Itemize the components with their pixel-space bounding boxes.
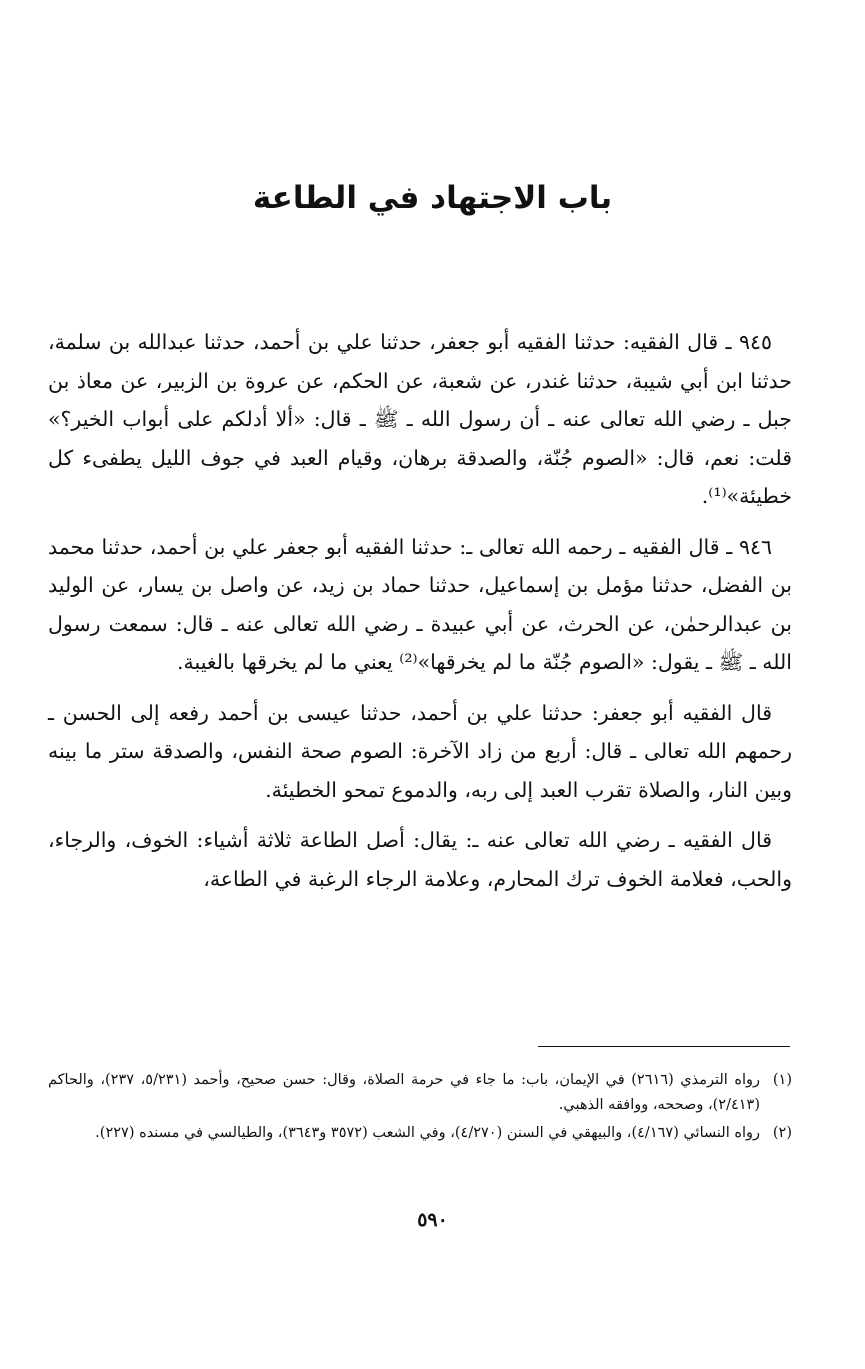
footnotes [48,1068,792,1149]
footnote-1 [48,1068,792,1118]
footnote-1-mark: (١) [772,1072,792,1088]
footnote-1-text: رواه الترمذي (٢٦١٦) في الإيمان، باب: ما جاء في حرمة الصلاة، وقال: حسن صحيح، وأحمد (٥/٢٣١، ٢٣٧)، والحاكم (٢/٤١٣)، وصححه، ووافقه الذهبي. [48,1072,760,1113]
footnote-2-mark: (٢) [772,1125,792,1141]
footnote-2-text: رواه النسائي (٤/١٦٧)، والبيهقي في السنن (٤/٢٧٠)، وفي الشعب (٣٥٧٢ و٣٦٤٣)، والطيالسي في مسنده (٢٢٧). [95,1125,760,1141]
paragraph-obedience-principles: قال الفقيه ـ رضي الله تعالى عنه ـ: يقال: أصل الطاعة ثلاثة أشياء: الخوف، والرجاء، والحب، فعلامة الخوف ترك المحارم، وعلامة الرجاء الرغبة في الطاعة، [48,828,792,891]
paragraph-hadith-945: ٩٤٥ ـ قال الفقيه: حدثنا الفقيه أبو جعفر، حدثنا علي بن أحمد، حدثنا عبدالله بن سلمة، حدثنا ابن أبي شيبة، حدثنا غندر، عن شعبة، عن الحكم، عن عروة بن الزبير، عن معاذ بن جبل ـ رضي الله تعالى عنه ـ أن رسول الله ـ ﷺ ـ قال: «ألا أدلكم على أبواب الخير؟» قلت: نعم، قال: «الصوم جُنّة، والصدقة برهان، وقيام العبد في جوف الليل يطفىء كل خطيئة»⁽¹⁾. [48,330,792,508]
main-text [48,323,792,910]
footnote-divider [538,1046,790,1047]
chapter-title: باب الاجتهاد في الطاعة [252,180,613,216]
footnote-2 [48,1121,792,1146]
page-number: ٥٩٠ [417,1209,448,1231]
paragraph-hadith-946: ٩٤٦ ـ قال الفقيه ـ رحمه الله تعالى ـ: حدثنا الفقيه أبو جعفر علي بن أحمد، حدثنا محمد بن الفضل، حدثنا مؤمل بن إسماعيل، حدثنا حماد بن زيد، عن واصل بن يسار، عن الوليد بن عبدالرحمٰن، عن الحرث، عن أبي عبيدة ـ رضي الله تعالى عنه ـ قال: سمعت رسول الله ـ ﷺ ـ يقول: «الصوم جُنّة ما لم يخرقها»⁽²⁾ يعني ما لم يخرقها بالغيبة. [48,534,792,674]
paragraph-hasan-saying: قال الفقيه أبو جعفر: حدثنا علي بن أحمد، حدثنا عيسى بن أحمد رفعه إلى الحسن ـ رحمهم الله تعالى ـ قال: أربع من زاد الآخرة: الصوم صحة النفس، والصدقة ستر ما بينه وبين النار، والصلاة تقرب العبد إلى ربه، والدموع تمحو الخطيئة. [48,700,792,802]
